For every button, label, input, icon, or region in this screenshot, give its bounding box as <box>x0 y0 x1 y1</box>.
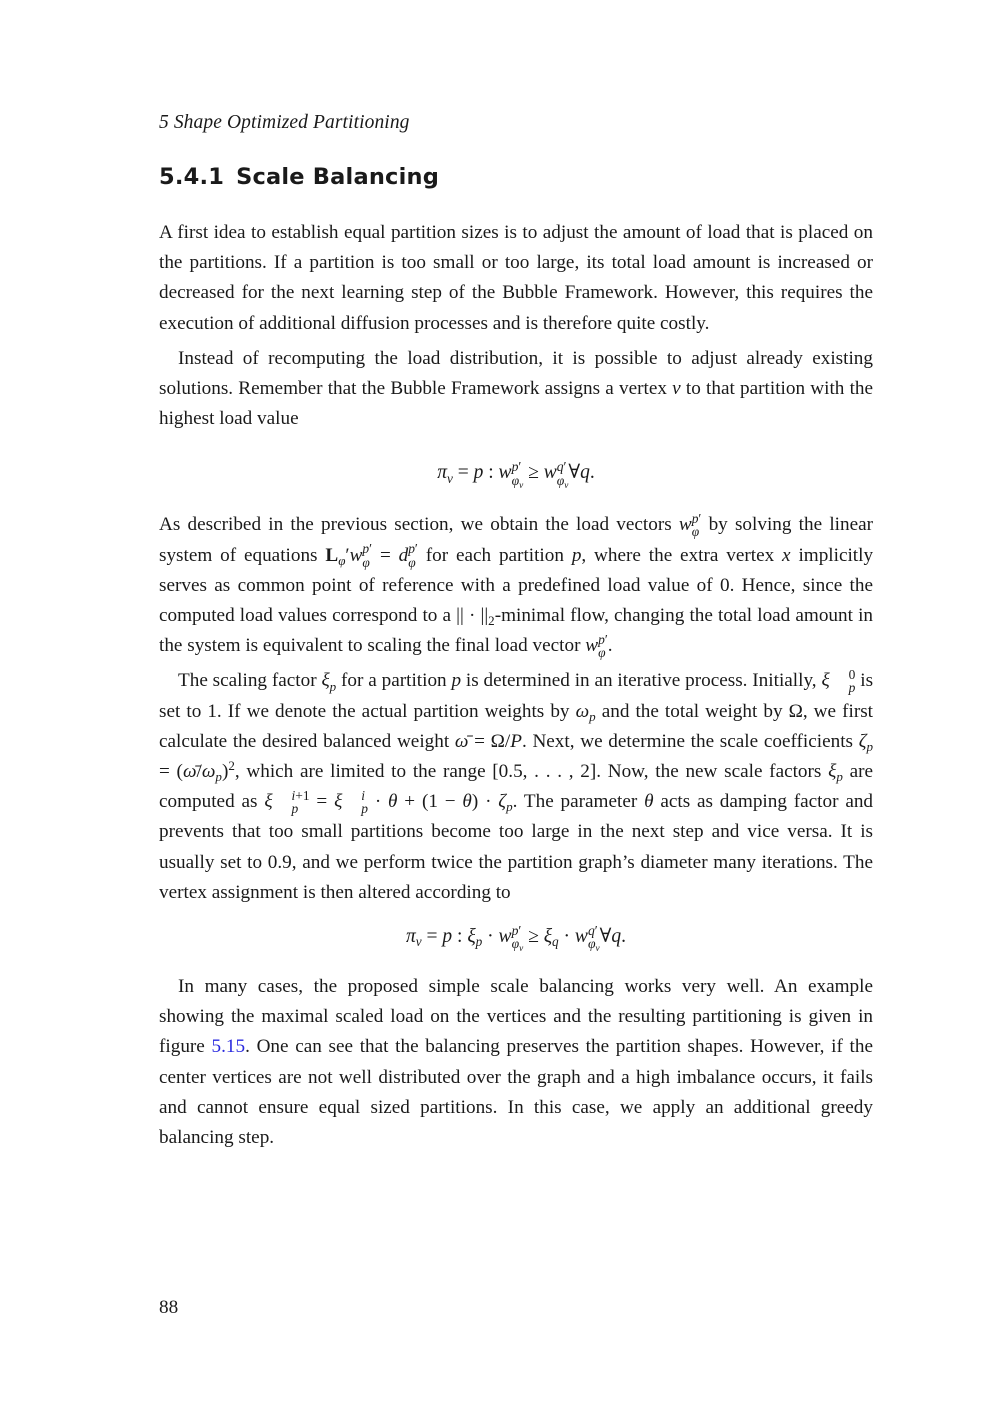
p4-f: . Next, we determine the scale coefficients <box>521 730 853 752</box>
p3-f: -minimal flow, changing the total load amount in the system is equivalent to scaling the final load vector <box>159 605 873 657</box>
p4-b: for a partition <box>341 670 447 692</box>
paragraph-4: The scaling factor $\xi_p$ for a partition p is determined in an iterative process. Initially, ξ 0 p is set to 1. If we denote the actual partition weights by $\omega_p$ and the total weight by Ω, we first calculate the desired balanced weight ω̄ = Ω/P. Next, we determine the scale coefficients $\zeta_p$ = $(\omegā/\omega_p)^2$, which are limited to the range [0.5, . . . , 2]. Now, the new scale factors $\xi_p$ are computed as ξ i+1 p = ξ i p · $\theta + (1 - \theta) \cdot \zeta_p$. The parameter θ acts as damping factor and prevents that too small partitions become too large in the next step and vice versa. It is usually set to 0.9, and we perform twice the partition graph’s diameter many iterations. The vertex assignment is then altered according to <box>159 667 874 903</box>
p4-e: and the total weight by Ω, we first calculate the desired balanced weight <box>159 700 874 752</box>
p3-a: As described in the previous section, we obtain the load vectors <box>159 514 672 536</box>
p4-h: are computed as <box>159 761 874 813</box>
section-title: Scale Balancing <box>236 164 440 190</box>
p5-a: In many cases, the proposed simple scale balancing works very well. An example showing the maximal scaled load on the vertices and the resulting partitioning is given in figure <box>159 976 873 1058</box>
p4-g: , which are limited to the range [0.5, . . . , 2]. Now, the new scale factors <box>234 761 822 783</box>
section-number: 5.4.1 <box>159 164 225 190</box>
p3-d: , where the extra vertex <box>581 544 775 566</box>
equation-2: $\pi_v = p$ : $\xi_p \cdot w$ p′ $\varphi_v$ ≥ $\xi_q \cdot w$ q′ $\varphi_v$ ∀q. <box>405 922 627 955</box>
body-text <box>159 218 873 1153</box>
page-number: 88 <box>159 1297 179 1318</box>
p3-e: implicitly serves as common point of reference with a predefined load value of 0. Hence, since the computed load values correspond to a <box>159 544 874 627</box>
section-heading <box>159 164 439 190</box>
paragraph-3: As described in the previous section, we obtain the load vectors w p′ φ by solving the linear system of equations $L_\varphi'w$ p′ φ = d p′ φ for each partition p, where the extra vertex x implicitly serves as common point of reference with a predefined load value of 0. Hence, since the computed load values correspond to a || · $||_2$-minimal flow, changing the total load amount in the system is equivalent to scaling the final load vector w p′ φ . <box>159 511 874 661</box>
paragraph-1: A first idea to establish equal partition sizes is to adjust the amount of load that is placed on the partitions. If a partition is too small or too large, its total load amount is increased or decreased for the next learning step of the Bubble Framework. However, this requires the execution of additional diffusion processes and is therefore quite costly. <box>159 222 873 334</box>
paragraph-2: Instead of recomputing the load distribution, it is possible to adjust already existing solutions. Remember that the Bubble Framework assigns a vertex v to that partition with the highest load value <box>159 347 874 430</box>
p5-b: . One can see that the balancing preserves the partition shapes. However, if the center vertices are not well distributed over the graph and a high imbalance occurs, it fails and cannot ensure equal sized partitions. In this case, we apply an additional greedy balancing step. <box>159 1036 873 1149</box>
p3-b: by solving the linear system of equations <box>159 514 873 566</box>
p4-d: is set to 1. If we denote the actual partition weights by <box>159 670 874 722</box>
p4-j: acts as damping factor and prevents that too small partitions become too large in the next step and vice versa. It is usually set to 0.9, and we perform twice the partition graph’s diameter many iterations. The vertex assignment is then altered according to <box>159 791 874 903</box>
paragraph-5 <box>159 972 873 1153</box>
equation-1: $\pi_v = p$ : w p′ $\varphi_v$ ≥ w q′ $\varphi_v$ ∀q. <box>437 458 595 491</box>
p2-text: Instead of recomputing the load distribution, it is possible to adjust already existing solutions. Remember that the Bubble Framework assigns a vertex <box>159 347 873 400</box>
p4-a: The scaling factor <box>178 670 317 692</box>
p4-i: . The parameter <box>512 791 638 813</box>
figure-reference-link[interactable]: 5.15 <box>211 1036 246 1058</box>
p4-c: is determined in an iterative process. Initially, <box>465 670 817 692</box>
running-head: 5 Shape Optimized Partitioning <box>159 112 410 133</box>
p2-tail: to that partition with the highest load value <box>159 378 874 430</box>
p3-c: for each partition <box>425 544 564 566</box>
